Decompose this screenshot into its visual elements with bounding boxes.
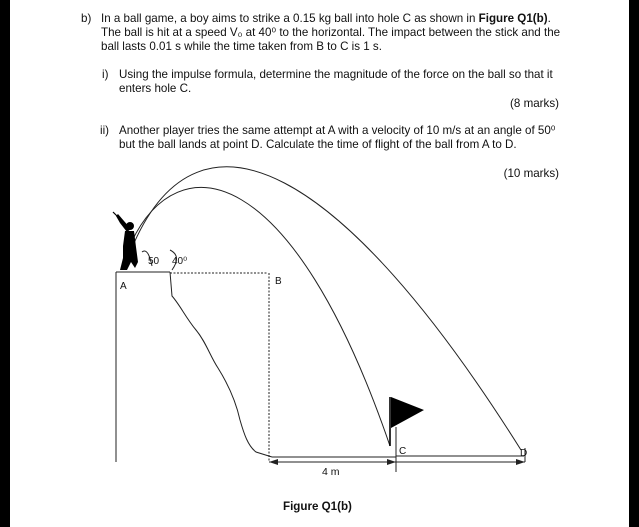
part-ii-marks: (10 marks)	[503, 167, 559, 180]
figure-caption: Figure Q1(b)	[283, 500, 352, 513]
part-i-label: i)	[102, 68, 109, 81]
part-i-line-1: Using the impulse formula, determine the magnitude of the force on the ball so that it	[119, 68, 553, 81]
dimension-arrow-left	[269, 459, 278, 465]
question-line-1-end: .	[547, 12, 551, 25]
dimension-arrow-d	[516, 459, 525, 465]
part-i-marks: (8 marks)	[510, 97, 559, 110]
question-line-3: ball lasts 0.01 s while the time taken from B to C is 1 s.	[101, 40, 382, 53]
label-a: A	[120, 281, 127, 292]
distance-label: 4 m	[322, 466, 340, 478]
question-line-2: The ball is hit at a speed V₀ at 40⁰ to the horizontal. The impact between the stick and the	[101, 26, 561, 39]
question-line-1-text: In a ball game, a boy aims to strike a 0.15 kg ball into hole C as shown in	[101, 12, 479, 25]
label-b: B	[275, 276, 282, 287]
golfer-silhouette-icon	[113, 212, 138, 270]
angle-label-40: 40⁰	[172, 256, 188, 267]
trajectory-to-d	[134, 167, 521, 450]
part-i-line-2: enters hole C.	[119, 82, 192, 95]
label-d: D	[520, 448, 528, 459]
part-ii-label: ii)	[100, 124, 110, 137]
part-ii-line-1: Another player tries the same attempt at A with a velocity of 10 m/s at an angle of 50⁰	[119, 124, 556, 137]
ground-to-hole-c	[272, 427, 396, 457]
part-ii-line-2: but the ball lands at point D. Calculate the time of flight of the ball from A to D.	[119, 138, 517, 151]
trajectory-to-c	[131, 188, 390, 446]
terrain-outline	[116, 272, 396, 462]
figure-reference: Figure Q1(b)	[478, 12, 548, 25]
exam-page	[10, 0, 629, 527]
question-label: b)	[81, 12, 92, 25]
angle-label-50: 50	[148, 256, 160, 267]
cliff-slope	[170, 272, 272, 457]
dimension-arrow-right	[387, 459, 396, 465]
figure-q1b-diagram	[10, 0, 629, 527]
label-c: C	[399, 446, 407, 457]
flag-icon	[391, 397, 424, 428]
